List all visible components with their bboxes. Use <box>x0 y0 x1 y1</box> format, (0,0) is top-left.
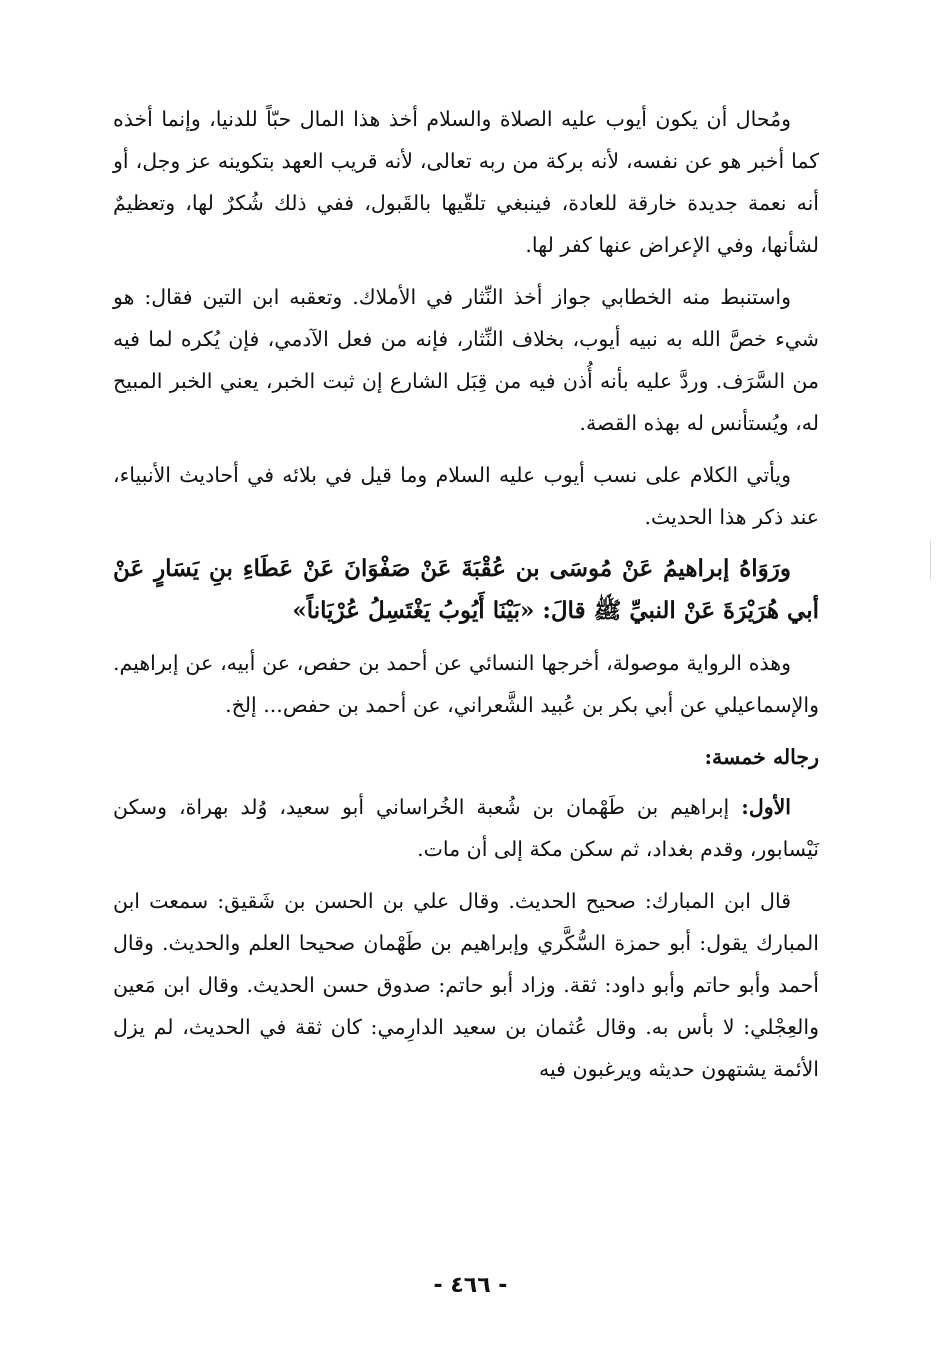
page-body <box>113 98 819 1090</box>
paragraph-ayyub-wealth: ومُحال أن يكون أيوب عليه الصلاة والسلام أخذ هذا المال حبّاً للدنيا، وإنما أخذه كما أخبر هو عن نفسه، لأنه بركة من ربه تعالى، لأنه قريب العهد بتكوينه عز وجل، أو أنه نعمة جديدة خارقة للعادة، فينبغي تلقّيها بالقَبول، ففي ذلك شُكرٌ لها، وتعظيمٌ لشأنها، وفي الإعراض عنها كفر لها. <box>113 107 819 257</box>
paragraph-riwaya: وهذه الرواية موصولة، أخرجها النسائي عن أحمد بن حفص، عن أبيه، عن إبراهيم. والإسماعيلي عن أبي بكر بن عُبيد الشَّعراني، عن أحمد بن حفص... إلخ. <box>113 651 819 717</box>
paragraph-lineage: ويأتي الكلام على نسب أيوب عليه السلام وما قيل في بلائه في أحاديث الأنبياء، عند ذكر هذا الحديث. <box>113 463 819 529</box>
margin-mark <box>930 540 931 580</box>
section-heading-narrators: رجاله خمسة: <box>704 745 819 769</box>
paragraph-khattabi: واستنبط منه الخطابي جواز أخذ النِّثار في الأملاك. وتعقبه ابن التين فقال: هو شيء خصَّ الله به نبيه أيوب، بخلاف النِّثار، فإنه من فعل الآدمي، فإن يُكره لما فيه من السَّرَف. وردَّ عليه بأنه أُذن فيه من قِبَل الشارع إن ثبت الخبر، يعني الخبر المبيح له، ويُستأنس له بهذه القصة. <box>113 285 819 435</box>
paragraph-ibn-mubarak: قال ابن المبارك: صحيح الحديث. وقال علي بن الحسن بن شَقيق: سمعت ابن المبارك يقول: أبو حمزة السُّكَّري وإبراهيم بن طَهْمان صحيحا العلم والحديث. وقال أحمد وأبو حاتم وأبو داود: ثقة. وزاد أبو حاتم: صدوق حسن الحديث. وقال ابن مَعين والعِجْلي: لا بأس به. وقال عُثمان بن سعيد الدارِمي: كان ثقة في الحديث، لم يزل الأئمة يشتهون حديثه ويرغبون فيه <box>113 889 819 1081</box>
page-number: - ٤٦٦ - <box>433 1273 508 1298</box>
hadith-text: ورَوَاهُ إبراهيمُ عَنْ مُوسَى بن عُقْبَةَ عَنْ صَفْوَانَ عَنْ عَطَاءِ بنِ يَسَارٍ عَنْ أبي هُرَيْرَةَ عَنْ النبيِّ ﷺ قالَ: «بَيْنَا أَيُوبُ يَغْتَسِلُ عُرْيَاناً» <box>113 555 819 624</box>
first-narrator-label: الأول: <box>741 795 791 819</box>
paragraph-first-narrator <box>113 786 819 870</box>
first-narrator-text: إبراهيم بن طَهْمان بن شُعبة الخُراساني أبو سعيد، وُلد بهراة، وسكن نَيْسابور، وقدم بغداد، ثم سكن مكة إلى أن مات. <box>113 795 819 861</box>
